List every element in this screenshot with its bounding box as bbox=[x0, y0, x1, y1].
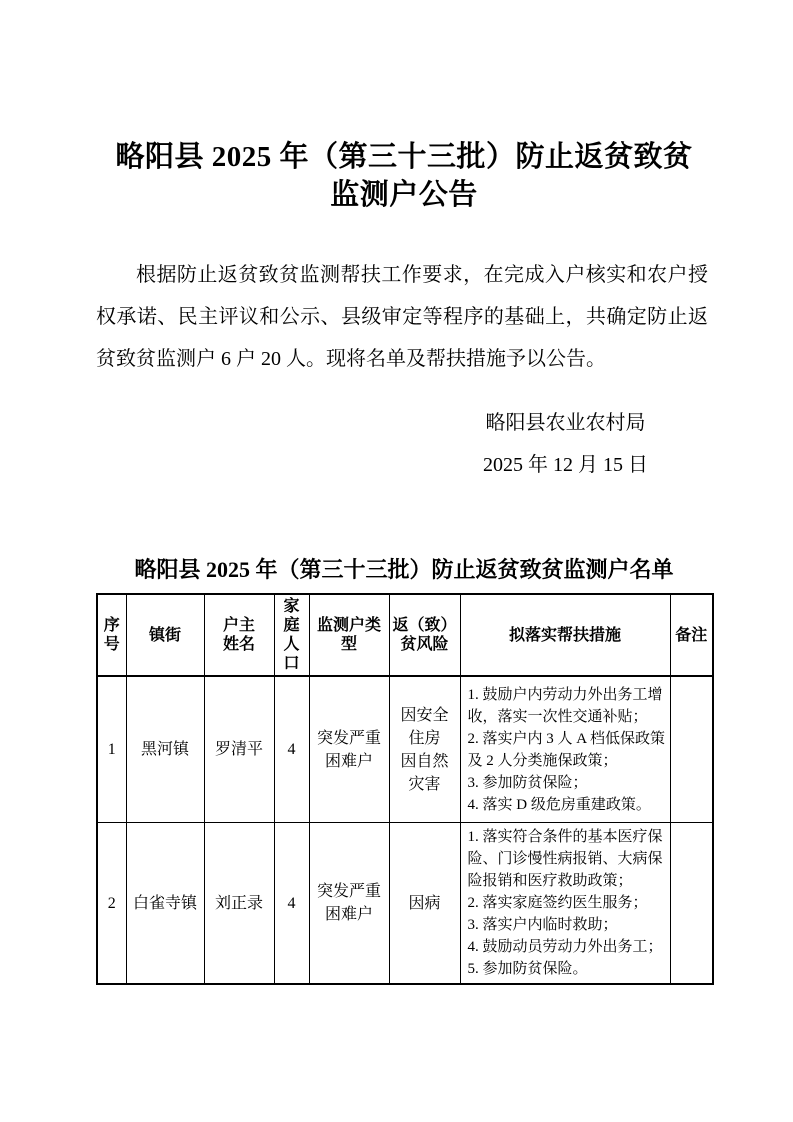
cell-measures: 1. 鼓励户内劳动力外出务工增收，落实一次性交通补贴； 2. 落实户内 3 人 A 档低保政策及 2 人分类施保政策； 3. 参加防贫保险； 4. 落实 D 级危房重建政策。 bbox=[460, 676, 670, 823]
signature-organization: 略阳县农业农村局 bbox=[485, 412, 646, 434]
table-header-row bbox=[97, 594, 713, 676]
col-header-householder: 户主 姓名 bbox=[204, 594, 274, 676]
cell-measures: 1. 落实符合条件的基本医疗保险、门诊慢性病报销、大病保险报销和医疗救助政策； 2. 落实家庭签约医生服务； 3. 落实户内临时救助； 4. 鼓励动员劳动力外出务工； 5. 参加防贫保险。 bbox=[460, 823, 670, 985]
cell-town: 白雀寺镇 bbox=[126, 823, 204, 985]
cell-monitor-type: 突发严重 困难户 bbox=[309, 823, 389, 985]
cell-family-size: 4 bbox=[274, 676, 309, 823]
col-header-town: 镇街 bbox=[126, 594, 204, 676]
col-header-index: 序 号 bbox=[97, 594, 126, 676]
cell-remark bbox=[670, 823, 713, 985]
cell-index: 1 bbox=[97, 676, 126, 823]
table-row bbox=[97, 823, 713, 985]
cell-householder: 罗清平 bbox=[204, 676, 274, 823]
announcement-paragraph: 根据防止返贫致贫监测帮扶工作要求，在完成入户核实和农户授权承诺、民主评议和公示、县级审定等程序的基础上，共确定防止返贫致贫监测户 6 户 20 人。现将名单及帮扶措施予以公告。 bbox=[96, 264, 708, 370]
table-title: 略阳县 2025 年（第三十三批）防止返贫致贫监测户名单 bbox=[134, 557, 674, 582]
cell-householder: 刘正录 bbox=[204, 823, 274, 985]
cell-risk: 因安全 住房 因自然 灾害 bbox=[389, 676, 460, 823]
monitor-household-table bbox=[96, 593, 714, 985]
col-header-family-size: 家 庭 人 口 bbox=[274, 594, 309, 676]
cell-index: 2 bbox=[97, 823, 126, 985]
document-title: 略阳县 2025 年（第三十三批）防止返贫致贫 监测户公告 bbox=[115, 141, 693, 211]
col-header-measures: 拟落实帮扶措施 bbox=[460, 594, 670, 676]
col-header-monitor-type: 监测户类 型 bbox=[309, 594, 389, 676]
cell-risk: 因病 bbox=[389, 823, 460, 985]
col-header-risk: 返（致） 贫风险 bbox=[389, 594, 460, 676]
cell-family-size: 4 bbox=[274, 823, 309, 985]
cell-monitor-type: 突发严重 困难户 bbox=[309, 676, 389, 823]
cell-town: 黑河镇 bbox=[126, 676, 204, 823]
table-row bbox=[97, 676, 713, 823]
col-header-remark: 备注 bbox=[670, 594, 713, 676]
signature-date: 2025 年 12 月 15 日 bbox=[483, 454, 648, 476]
cell-remark bbox=[670, 676, 713, 823]
signature-block bbox=[483, 402, 648, 486]
